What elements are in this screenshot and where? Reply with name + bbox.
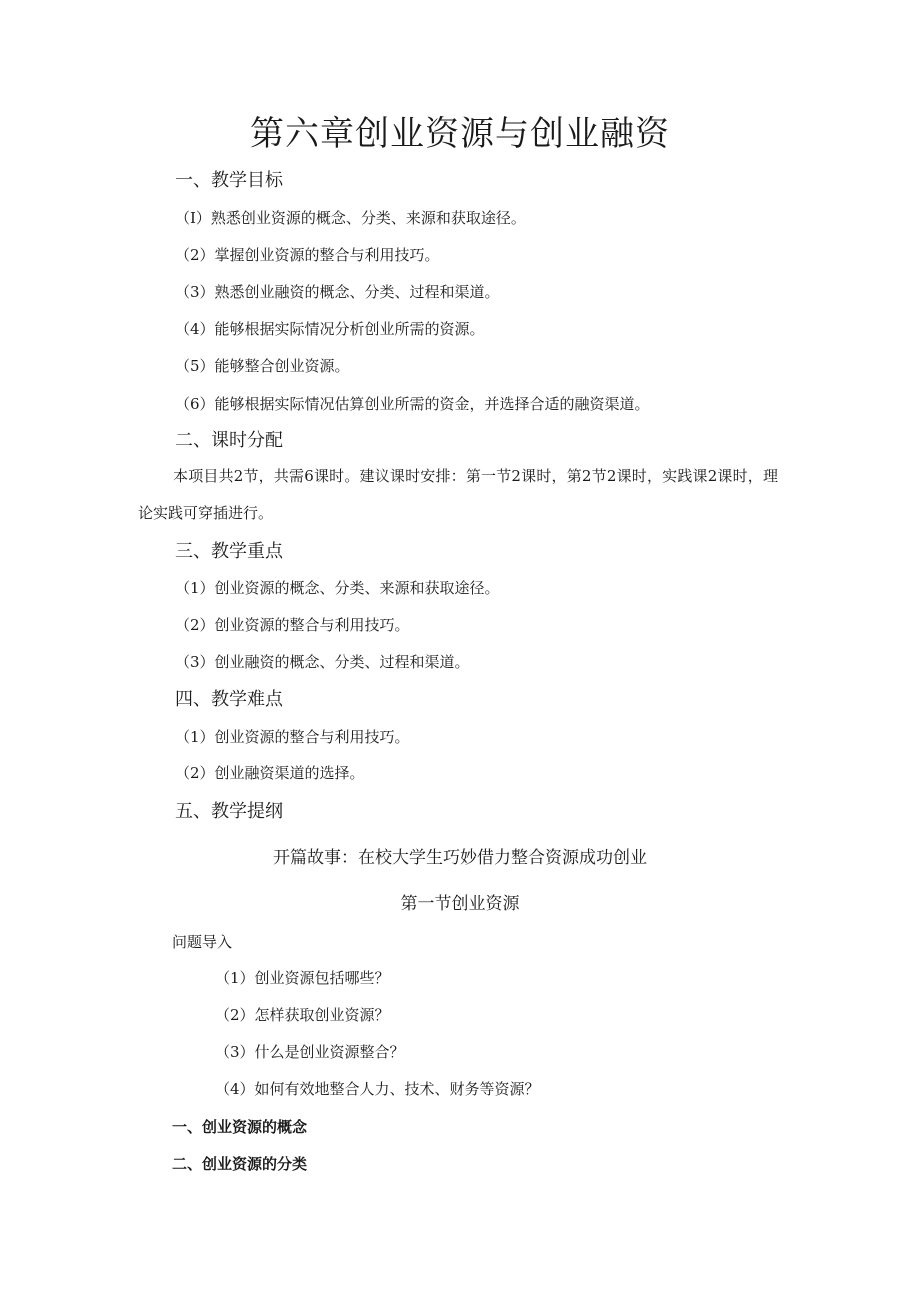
key-point-item: （2）创业资源的整合与利用技巧。 <box>175 616 410 634</box>
heading-hours: 二、课时分配 <box>175 430 283 451</box>
heading-key-points: 三、教学重点 <box>175 541 283 562</box>
page-title: 第六章创业资源与创业融资 <box>250 114 670 154</box>
section-one-title: 第一节创业资源 <box>400 894 520 914</box>
subheading-concept: 一、创业资源的概念 <box>172 1118 308 1136</box>
heading-difficulties: 四、教学难点 <box>175 689 283 710</box>
question-item: （1）创业资源包括哪些？ <box>215 969 390 987</box>
difficulty-item: （2）创业融资渠道的选择。 <box>175 764 365 782</box>
opening-story-title: 开篇故事：在校大学生巧妙借力整合资源成功创业 <box>273 848 647 868</box>
question-intro-label: 问题导入 <box>172 933 233 951</box>
hours-paragraph: 本项目共2节，共需6课时。建议课时安排：第一节2课时，第2节2课时，实践课2课时，理论实践可穿插进行。 <box>138 467 778 522</box>
subheading-classification: 二、创业资源的分类 <box>172 1155 308 1173</box>
heading-objectives: 一、教学目标 <box>175 170 283 191</box>
question-item: （4）如何有效地整合人力、技术、财务等资源？ <box>215 1080 540 1098</box>
difficulty-item: （1）创业资源的整合与利用技巧。 <box>175 728 410 746</box>
key-point-item: （3）创业融资的概念、分类、过程和渠道。 <box>175 653 470 671</box>
objective-item: （2）掌握创业资源的整合与利用技巧。 <box>175 246 440 264</box>
question-item: （2）怎样获取创业资源？ <box>215 1006 390 1024</box>
heading-outline: 五、教学提纲 <box>175 801 283 822</box>
objective-item: （4）能够根据实际情况分析创业所需的资源。 <box>175 320 485 338</box>
objective-item: （I）熟悉创业资源的概念、分类、来源和获取途径。 <box>175 209 526 227</box>
objective-item: （6）能够根据实际情况估算创业所需的资金，并选择合适的融资渠道。 <box>175 395 650 413</box>
objective-item: （3）熟悉创业融资的概念、分类、过程和渠道。 <box>175 283 500 301</box>
objective-item: （5）能够整合创业资源。 <box>175 357 350 375</box>
question-item: （3）什么是创业资源整合？ <box>215 1043 405 1061</box>
key-point-item: （1）创业资源的概念、分类、来源和获取途径。 <box>175 579 500 597</box>
